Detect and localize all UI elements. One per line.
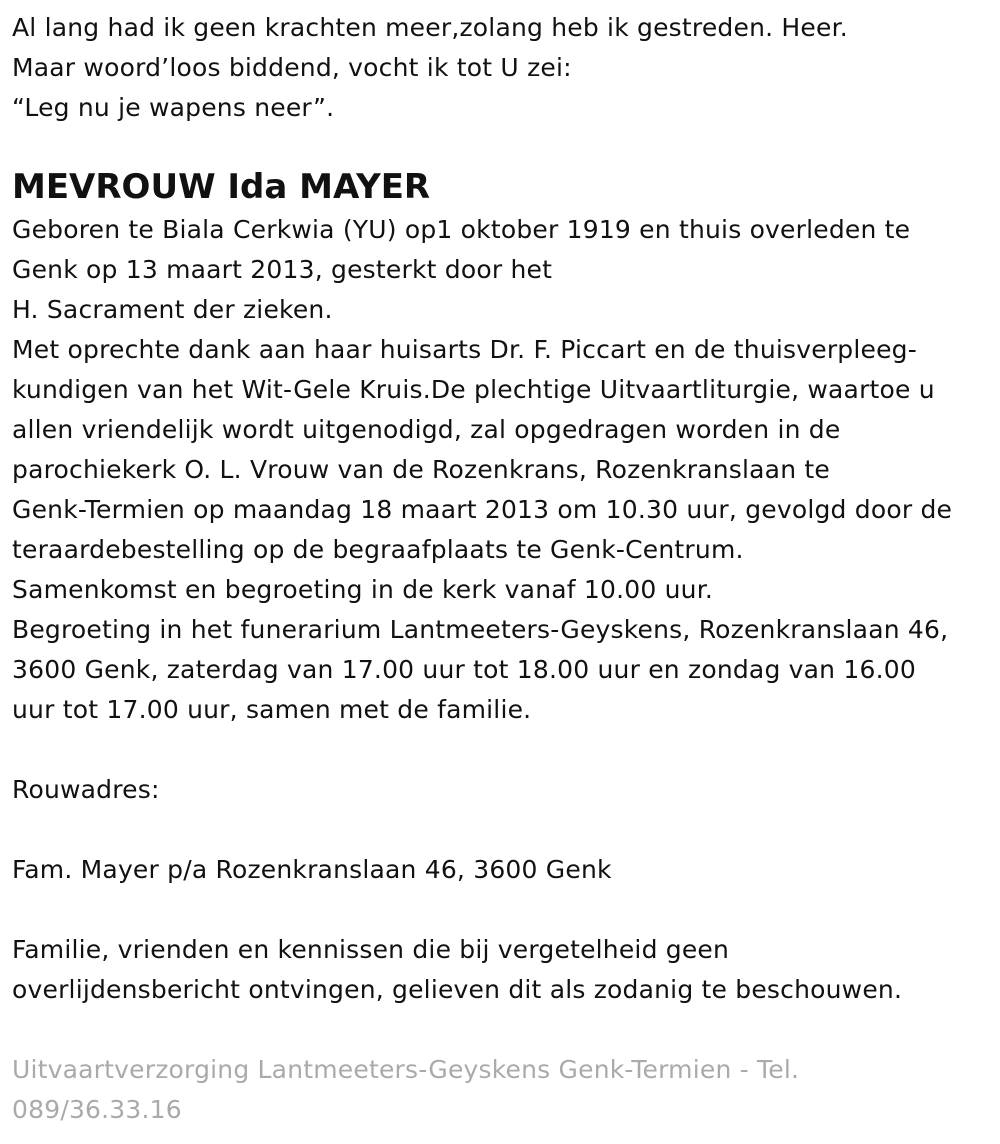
address-label: Rouwadres: <box>12 775 160 804</box>
funeral-home-footer <box>12 1050 990 1130</box>
spacer <box>12 890 990 930</box>
notice <box>12 930 990 1010</box>
body-line: H. Sacrament der zieken. <box>12 295 333 324</box>
body-line: teraardebestelling op de begraafplaats te Genk-Centrum. <box>12 535 744 564</box>
footer-line: Uitvaartverzorging Lantmeeters-Geyskens Genk-Termien - Tel. <box>12 1055 800 1084</box>
body-line: Samenkomst en begroeting in de kerk vanaf 10.00 uur. <box>12 575 714 604</box>
obituary-body <box>12 210 990 730</box>
body-line: Genk-Termien op maandag 18 maart 2013 om 10.30 uur, gevolgd door de <box>12 495 953 524</box>
spacer <box>12 810 990 850</box>
body-line: kundigen van het Wit-Gele Kruis.De plechtige Uitvaartliturgie, waartoe u <box>12 375 935 404</box>
spacer <box>12 730 990 770</box>
notice-line: Familie, vrienden en kennissen die bij vergetelheid geen <box>12 935 730 964</box>
poem <box>12 8 990 128</box>
body-line: Genk op 13 maart 2013, gesterkt door het <box>12 255 553 284</box>
footer-phone: 089/36.33.16 <box>12 1095 182 1124</box>
poem-line: Maar woord’loos biddend, vocht ik tot U zei: <box>12 53 572 82</box>
body-line: Met oprechte dank aan haar huisarts Dr. F. Piccart en de thuisverpleeg- <box>12 335 917 364</box>
body-line: Begroeting in het funerarium Lantmeeters-Geyskens, Rozenkranslaan 46, <box>12 615 949 644</box>
deceased-name: MEVROUW Ida MAYER <box>12 167 431 207</box>
body-line: uur tot 17.00 uur, samen met de familie. <box>12 695 532 724</box>
spacer <box>12 1010 990 1050</box>
notice-line: overlijdensbericht ontvingen, gelieven dit als zodanig te beschouwen. <box>12 975 903 1004</box>
mourning-address: Fam. Mayer p/a Rozenkranslaan 46, 3600 Genk <box>12 855 612 884</box>
body-line: Geboren te Biala Cerkwia (YU) op1 oktober 1919 en thuis overleden te <box>12 215 911 244</box>
body-line: 3600 Genk, zaterdag van 17.00 uur tot 18.00 uur en zondag van 16.00 <box>12 655 916 684</box>
body-line: allen vriendelijk wordt uitgenodigd, zal opgedragen worden in de <box>12 415 841 444</box>
body-line: parochiekerk O. L. Vrouw van de Rozenkrans, Rozenkranslaan te <box>12 455 830 484</box>
poem-line: “Leg nu je wapens neer”. <box>12 93 335 122</box>
poem-line: Al lang had ik geen krachten meer,zolang heb ik gestreden. Heer. <box>12 13 848 42</box>
